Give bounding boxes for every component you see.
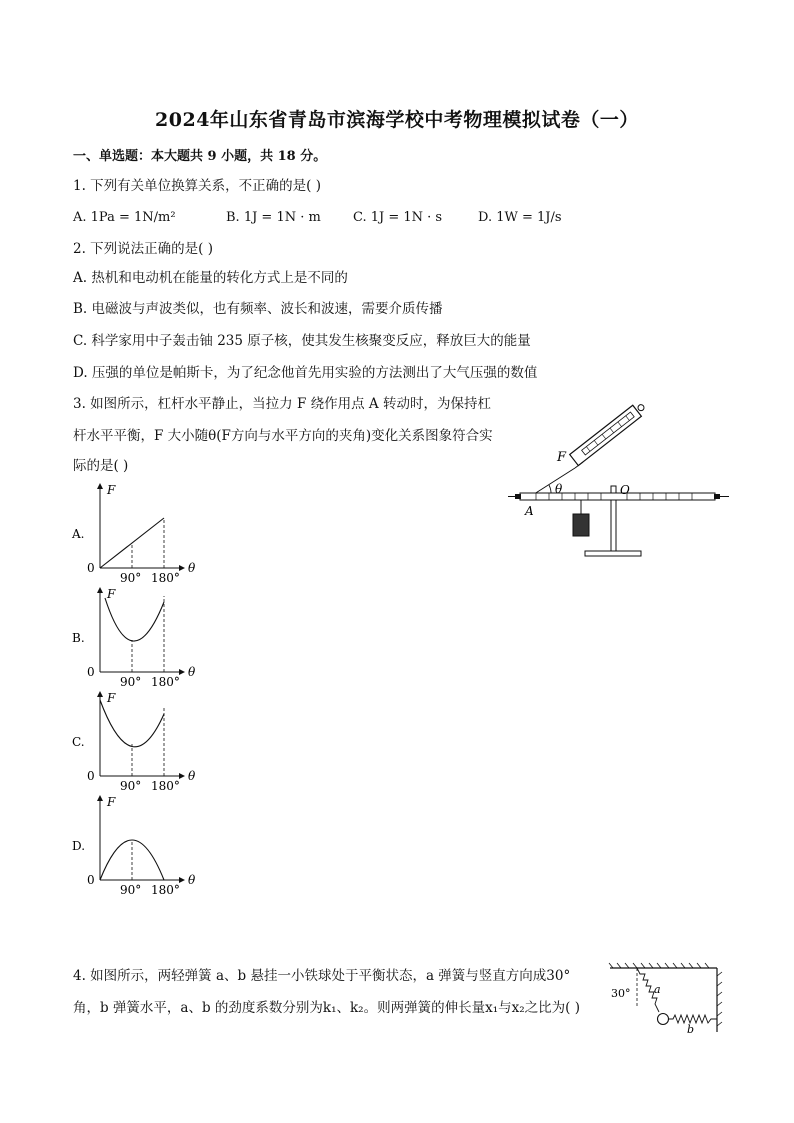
tick-90: 90° [120, 571, 142, 585]
spring-a-label: a [654, 983, 661, 996]
origin-label: 0 [87, 561, 95, 575]
axis-label-F: F [107, 691, 116, 705]
graph-option-label: A. [72, 527, 85, 541]
lever-figure [505, 390, 735, 570]
q1-option-d[interactable]: D. 1W = 1J/s [478, 210, 562, 225]
q2-option-a[interactable]: A. 热机和电动机在能量的转化方式上是不同的 [73, 270, 348, 286]
q1-option-a[interactable]: A. 1Pa = 1N/m² [73, 210, 176, 225]
angle-label: 30° [611, 987, 631, 1000]
tick-90: 90° [120, 779, 142, 793]
axis-label-theta: θ [188, 769, 196, 783]
q1-option-c[interactable]: C. 1J = 1N · s [353, 210, 443, 225]
section-heading: 一、单选题：本大题共 9 小题，共 18 分。 [73, 149, 327, 164]
question-4-line-2: 角，b 弹簧水平，a、b 的劲度系数分别为k₁、k₂。则两弹簧的伸长量x₁与x₂之比为( ) [73, 1000, 580, 1016]
origin-label: 0 [87, 873, 95, 887]
question-3-line-1: 3. 如图所示，杠杆水平静止，当拉力 F 绕作用点 A 转动时，为保持杠 [73, 396, 491, 412]
graph-option-label: D. [72, 839, 86, 853]
q2-option-b[interactable]: B. 电磁波与声波类似，也有频率、波长和波速，需要介质传播 [73, 301, 443, 317]
tick-180: 180° [151, 883, 180, 897]
question-1-stem: 1. 下列有关单位换算关系，不正确的是( ) [73, 178, 321, 194]
axis-label-F: F [107, 795, 116, 809]
q2-option-d[interactable]: D. 压强的单位是帕斯卡，为了纪念他首先用实验的方法测出了大气压强的数值 [73, 365, 538, 381]
question-3-line-2: 杆水平平衡，F 大小随θ(F方向与水平方向的夹角)变化关系图象符合实 [73, 428, 493, 444]
spring-figure [605, 962, 725, 1034]
origin-label: 0 [87, 665, 95, 679]
tick-90: 90° [120, 675, 142, 689]
origin-label: 0 [87, 769, 95, 783]
label-theta: θ [555, 482, 563, 496]
label-O: O [620, 483, 630, 497]
question-4-line-1: 4. 如图所示，两轻弹簧 a、b 悬挂一小铁球处于平衡状态，a 弹簧与竖直方向成30° [73, 968, 571, 984]
graph-option-label: C. [72, 735, 85, 749]
label-F: F [557, 450, 567, 465]
q1-option-b[interactable]: B. 1J = 1N · m [226, 210, 321, 225]
tick-180: 180° [151, 571, 180, 585]
tick-180: 180° [151, 675, 180, 689]
q3-answer-graphs [66, 478, 216, 898]
axis-label-F: F [107, 483, 116, 497]
graph-curve [105, 598, 164, 641]
q2-option-c[interactable]: C. 科学家用中子轰击铀 235 原子核，使其发生核聚变反应，释放巨大的能量 [73, 333, 531, 349]
axis-label-theta: θ [188, 665, 196, 679]
page-title: 2024年山东省青岛市滨海学校中考物理模拟试卷（一） [155, 109, 639, 131]
label-A: A [525, 504, 534, 518]
tick-180: 180° [151, 779, 180, 793]
graph-curve [100, 700, 164, 747]
spring-b-label: b [687, 1023, 695, 1034]
axis-label-theta: θ [188, 561, 196, 575]
graph-option-label: B. [72, 631, 85, 645]
question-2-stem: 2. 下列说法正确的是( ) [73, 241, 213, 257]
axis-label-theta: θ [188, 873, 196, 887]
spring-scale-icon [570, 400, 648, 465]
question-3-line-3: 际的是( ) [73, 458, 129, 474]
axis-label-F: F [107, 587, 116, 601]
tick-90: 90° [120, 883, 142, 897]
